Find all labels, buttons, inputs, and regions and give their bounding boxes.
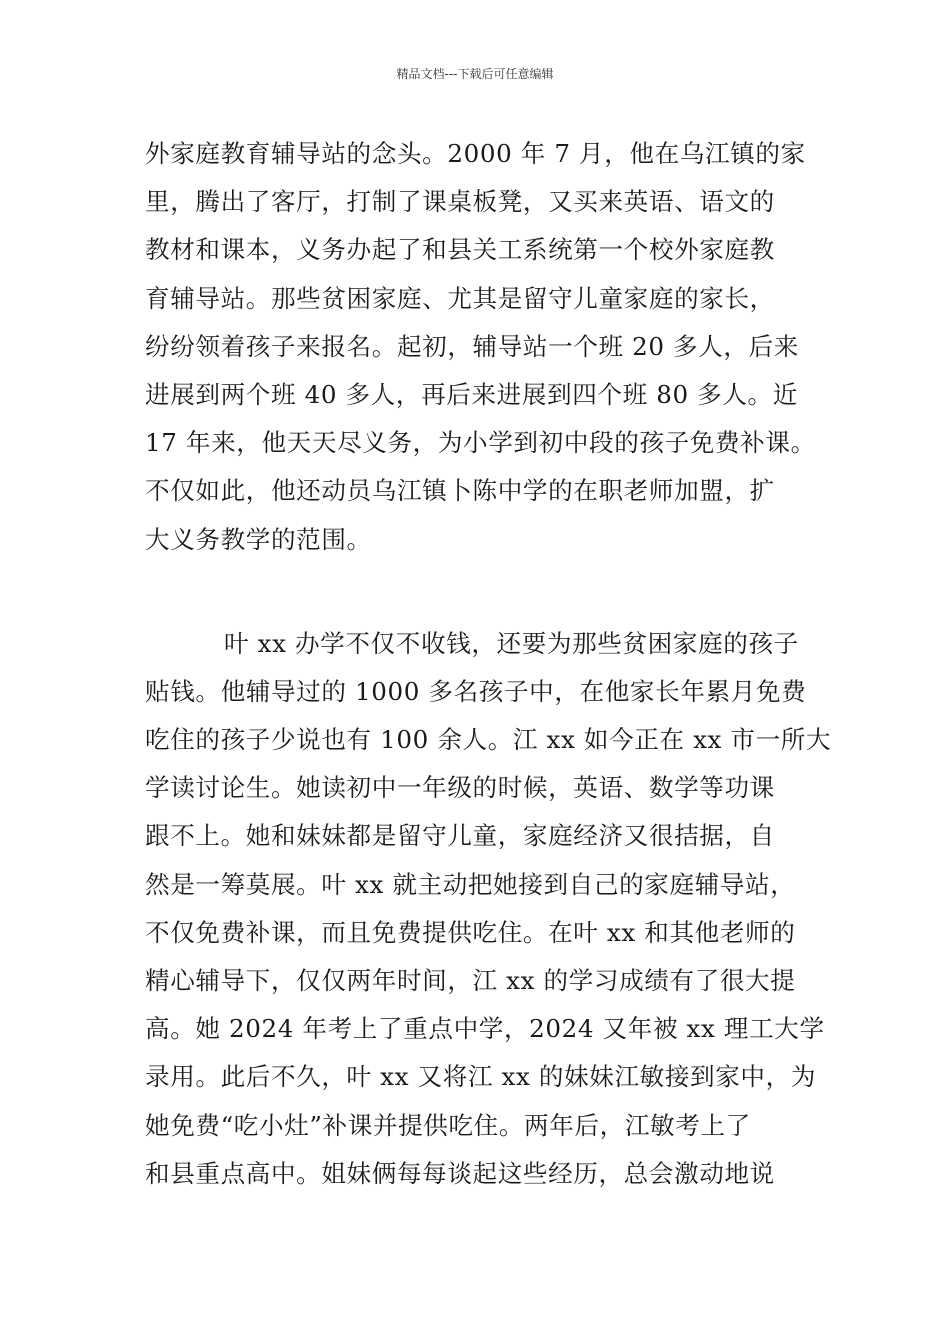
text-line: 纷纷领着孩子来报名。起初，辅导站一个班 20 多人，后来 <box>145 331 799 361</box>
paragraph-2 <box>145 620 845 1246</box>
text-line: 不仅如此，他还动员乌江镇卜陈中学的在职老师加盟，扩 <box>145 476 775 506</box>
text-line <box>145 1198 845 1246</box>
text-line: 教材和课本，义务办起了和县关工系统第一个校外家庭教 <box>145 235 775 265</box>
text-line: 然是一筹莫展。叶 xx 就主动把她接到自己的家庭辅导站， <box>145 869 796 899</box>
text-line: 育辅导站。那些贫困家庭、尤其是留守儿童家庭的家长， <box>145 283 775 313</box>
text-line: 进展到两个班 40 多人，再后来进展到四个班 80 多人。近 <box>145 379 798 409</box>
text-line: 精心辅导下，仅仅两年时间，江 xx 的学习成绩有了很大提 <box>145 966 796 995</box>
text-line: 叶 xx 办学不仅不收钱，还要为那些贫困家庭的孩子 <box>224 628 799 658</box>
paragraph-spacer <box>145 564 845 620</box>
text-line: 和县重点高中。姐妹俩每每谈起这些经历，总会激动地说 <box>145 1158 775 1188</box>
text-line: 大义务教学的范围。 <box>145 524 372 554</box>
text-line: 外家庭教育辅导站的念头。2000 年 7 月，他在乌江镇的家 <box>145 139 806 168</box>
text-line: 高。她 2024 年考上了重点中学，2024 又年被 xx 理工大学 <box>145 1014 825 1044</box>
text-line: 贴钱。他辅导过的 1000 多名孩子中，在他家长年累月免费 <box>145 676 807 706</box>
text-line: 17 年来，他天天尽义务，为小学到初中段的孩子免费补课。 <box>145 428 816 458</box>
text-line: 跟不上。她和妹妹都是留守儿童，家庭经济又很拮据，自 <box>145 821 775 851</box>
text-line: 不仅免费补课，而且免费提供吃住。在叶 xx 和其他老师的 <box>145 917 796 947</box>
text-line: 录用。此后不久，叶 xx 又将江 xx 的妹妹江敏接到家中，为 <box>145 1062 817 1092</box>
paragraph-1 <box>145 130 845 564</box>
text-line: 里，腾出了客厅，打制了课桌板凳，又买来英语、语文的 <box>145 187 775 217</box>
page-header: 精品文档---下载后可任意编辑 <box>396 67 554 81</box>
text-line: 学读讨论生。她读初中一年级的时候，英语、数学等功课 <box>145 773 775 803</box>
document-body <box>145 130 845 1246</box>
text-line: 她免费“吃小灶”补课并提供吃住。两年后，江敏考上了 <box>145 1110 751 1140</box>
text-line: 吃住的孩子少说也有 100 余人。江 xx 如今正在 xx 市一所大 <box>145 725 832 755</box>
